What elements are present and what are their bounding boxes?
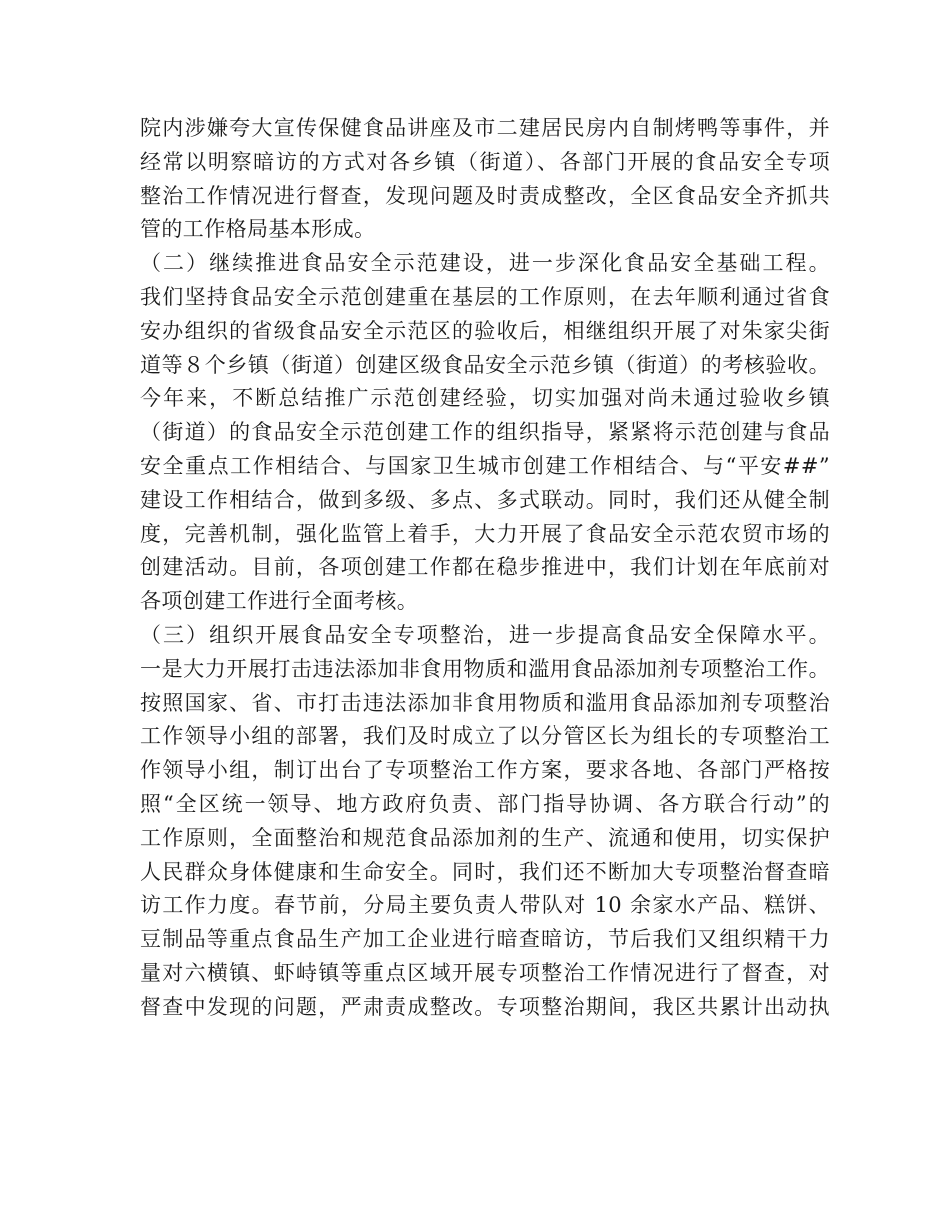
text-line: 豆制品等重点食品生产加工企业进行暗查暗访，节后我们又组织精干力 [140,927,830,952]
text-line: 管的工作格局基本形成。 [140,217,376,242]
text-line: 督查中发现的问题，严肃责成整改。专项整治期间，我区共累计出动执 [140,994,830,1019]
text-line: 工作原则，全面整治和规范食品添加剂的生产、流通和使用，切实保护 [140,825,830,850]
text-line: 一是大力开展打击违法添加非食用物质和滥用食品添加剂专项整治工作。 [140,656,830,681]
text-line: 各项创建工作进行全面考核。 [140,589,419,614]
text-line: 按照国家、省、市打击违法添加非食用物质和滥用食品添加剂专项整治 [140,690,830,715]
text-line: 安全重点工作相结合、与国家卫生城市创建工作相结合、与“平安##” [140,453,830,478]
text-line: 作领导小组，制订出台了专项整治工作方案，要求各地、各部门严格按 [140,758,830,783]
text-line: 经常以明察暗访的方式对各乡镇（街道）、各部门开展的食品安全专项 [140,149,830,174]
text-line: 创建活动。目前，各项创建工作都在稳步推进中，我们计划在年底前对 [140,555,830,580]
text-line: 道等８个乡镇（街道）创建区级食品安全示范乡镇（街道）的考核验收。 [140,352,830,377]
document-body [140,112,830,1025]
section-heading-2: （二）继续推进食品安全示范建设，进一步深化食品安全基础工程。 [140,251,830,276]
text-line: 工作领导小组的部署，我们及时成立了以分管区长为组长的专项整治工 [140,724,830,749]
text-line: 照“全区统一领导、地方政府负责、部门指导协调、各方联合行动”的 [140,791,830,816]
text-line: 院内涉嫌夸大宣传保健食品讲座及市二建居民房内自制烤鸭等事件，并 [140,116,830,140]
text-line: 量对六横镇、虾峙镇等重点区域开展专项整治工作情况进行了督查，对 [140,960,830,985]
text-line: 建设工作相结合，做到多级、多点、多式联动。同时，我们还从健全制 [140,487,830,512]
text-line: 今年来，不断总结推广示范创建经验，切实加强对尚未通过验收乡镇 [140,386,830,411]
text-line: 人民群众身体健康和生命安全。同时，我们还不断加大专项整治督查暗 [140,859,830,884]
text-line: 我们坚持食品安全示范创建重在基层的工作原则，在去年顺利通过省食 [140,284,830,309]
text-line: 安办组织的省级食品安全示范区的验收后，相继组织开展了对朱家尖街 [140,318,830,343]
section-heading-3: （三）组织开展食品安全专项整治，进一步提高食品安全保障水平。 [140,622,830,647]
text-line: 度，完善机制，强化监管上着手，大力开展了食品安全示范农贸市场的 [140,521,830,546]
text-line: 访工作力度。春节前，分局主要负责人带队对 10 余家水产品、糕饼、 [140,893,830,918]
text-line: （街道）的食品安全示范创建工作的组织指导，紧紧将示范创建与食品 [140,420,830,445]
text-line: 整治工作情况进行督查，发现问题及时责成整改，全区食品安全齐抓共 [140,183,830,208]
